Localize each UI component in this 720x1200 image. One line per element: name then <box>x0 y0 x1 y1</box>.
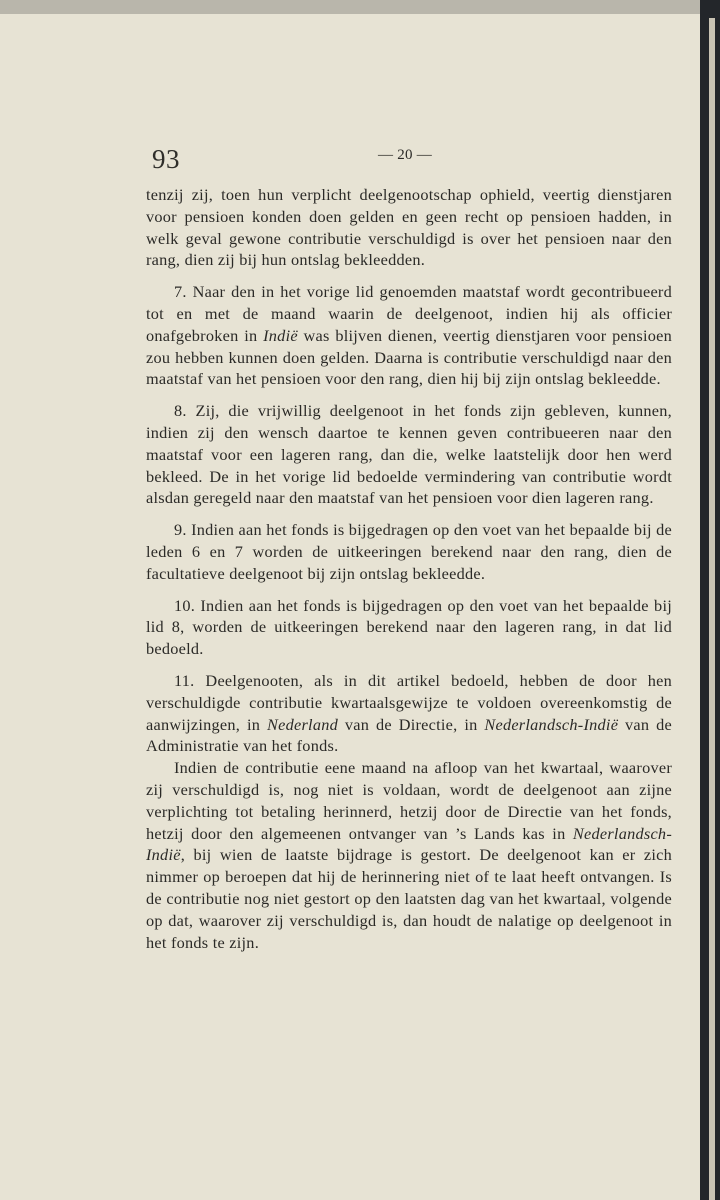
paragraph-12-italic-nederlandsch-indie: Nederlandsch-Indië <box>146 823 672 865</box>
paragraph-11-italic-nederlandsch-indie: Nederlandsch-Indië <box>484 714 619 734</box>
paragraph-7-text-a: 7. Naar den in het vorige lid genoemden maatstaf wordt gecontribueerd tot en met de maand waarin de deelgenoot, indien hij als officier onafgebroken in <box>146 282 672 345</box>
page-content <box>146 140 672 953</box>
paragraph-11-italic-nederland: Nederland <box>267 714 338 734</box>
page-header <box>146 140 672 184</box>
page-top-shadow <box>0 0 700 14</box>
paragraph-10: 10. Indien aan het fonds is bijgedragen op den voet van het bepaalde bij lid 8, worden de uitkeeringen berekend naar den lageren rang, in dat lid bedoeld. <box>146 595 672 659</box>
page-number: — 20 — <box>378 147 432 163</box>
folio-number: 93 <box>152 144 180 174</box>
paragraph-8: 8. Zij, die vrijwillig deelgenoot in het fonds zijn gebleven, kunnen, indien zij den wensch daartoe te kennen geven contribueeren naar den maatstaf voor een lageren rang, dan die, welke laatstelijk door hen werd bekleed. De in het vorige lid bedoelde vermindering van contributie wordt alsdan geregeld naar den maatstaf van het pensioen voor dien lageren rang. <box>146 401 672 508</box>
next-page-edge <box>709 18 715 1200</box>
paragraph-9: 9. Indien aan het fonds is bijgedragen op den voet van het bepaalde bij de leden 6 en 7 worden de uitkeeringen berekend naar den rang, dien de facultatieve deelgenoot bij zijn ontslag bekleedde. <box>146 520 672 583</box>
paragraph-12-text-c: , bij wien de laatste bijdrage is gestort. De deelgenoot kan er zich nimmer op beroepen dat hij de herinnering niet of te laat heeft ontvangen. Is de contributie nog niet gestort op den laatsten dag van het kwartaal, volgende op dat, waarover zij verschuldigd is, dan houdt de nalatige op deelgenoot in het fonds te zijn. <box>146 845 672 952</box>
paragraph-12-text-a: Indien de contributie eene maand na afloop van het kwartaal, waarover zij verschuldigd is, nog niet is voldaan, wordt de deelgenoot aan zijne verplichting tot betaling herinnerd, hetzij door de Directie van het fonds, hetzij door den algemeenen ontvanger van ’s Lands kas in <box>146 758 672 843</box>
paragraph-11-text-c: van de Directie, in <box>338 714 485 734</box>
paragraph-7-text-c: was blijven dienen, veertig dienstjaren voor pensioen zou hebben kunnen doen gelden. Daarna is contributie verschuldigd naar den maatstaf van het pensioen voor den rang, dien hij bij zijn ontslag bekleedde. <box>146 325 672 389</box>
paragraph-7-italic-indie: Indië <box>263 325 298 345</box>
paragraph-7 <box>146 281 672 390</box>
paragraph-11-text-e: van de Administratie van het fonds. <box>146 714 673 756</box>
paragraph-11-text-a: 11. Deelgenooten, als in dit artikel bedoeld, hebben de door hen verschuldigde contributie kwartaalsgewijze te voldoen overeenkomstig de aanwijzingen, in <box>146 670 672 734</box>
paragraph-continuation: tenzij zij, toen hun verplicht deelgenootschap ophield, veertig dienstjaren voor pensioen konden doen gelden en geen recht op pensioen hadden, in welk geval gewone contributie verschuldigd is over het pensioen naar den rang, dien zij bij hun ontslag bekleedden. <box>146 185 672 270</box>
paragraph-11 <box>146 670 672 757</box>
paragraph-11-continued <box>146 757 672 953</box>
